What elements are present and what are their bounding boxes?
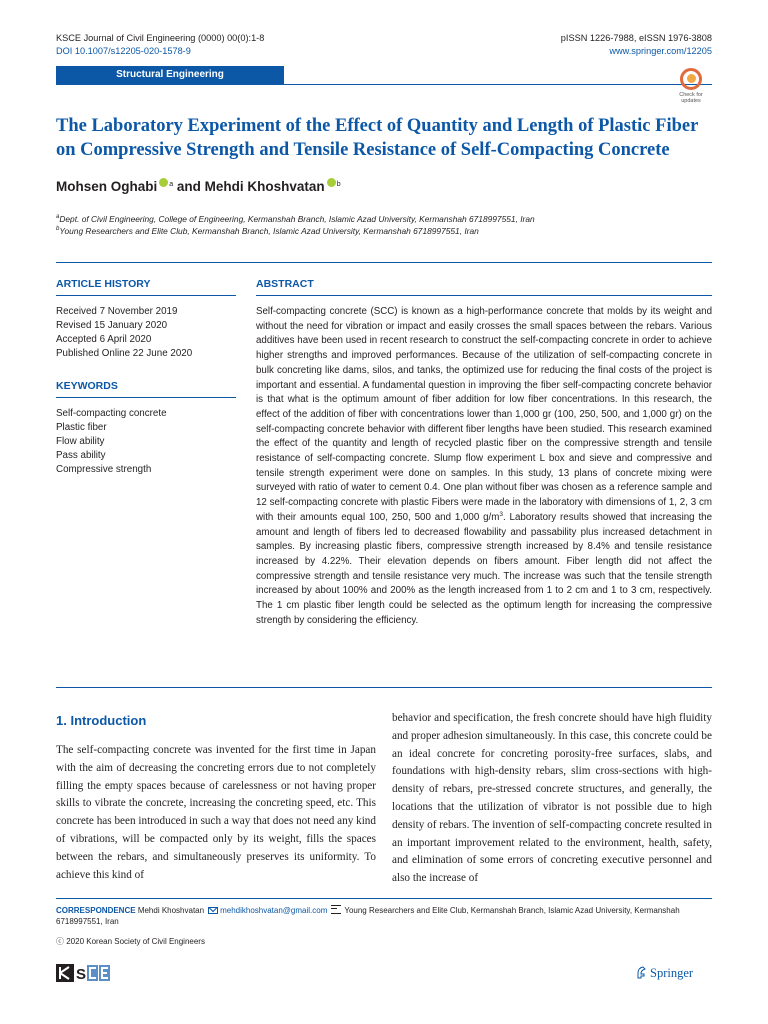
publisher-name: Springer [650, 966, 694, 980]
mail-icon [208, 907, 218, 914]
keyword-item: Pass ability [56, 450, 106, 461]
affil-mark: b [56, 226, 60, 232]
author-name[interactable]: Mohsen Oghabi [56, 179, 158, 194]
divider [56, 397, 236, 398]
orcid-icon[interactable] [327, 178, 336, 187]
history-item: Received 7 November 2019 [56, 306, 178, 317]
abstract-divider [56, 687, 712, 688]
journal-website-link[interactable]: www.springer.com/12205 [609, 46, 712, 56]
article-history-heading: ARTICLE HISTORY [56, 278, 151, 290]
issn: pISSN 1226-7988, eISSN 1976-3808 [560, 33, 712, 43]
check-updates-text-2: updates [681, 98, 701, 104]
copyright: ⓒ 2020 Korean Society of Civil Engineers [56, 937, 205, 946]
journal-header [56, 32, 264, 58]
body-text-right-column: behavior and specification, the fresh concrete should have high fluidity and proper adhesion simultaneously. In this case, this concrete could be an ideal concrete for concreting porosity-free surfaces, slabs, and foundations with high-density rebars, slim cross-sections with high-density of rebars, pre-stressed concrete structures, and generally, the locations that the utilization of vibrator is not possible due to high density of rebars. The invention of self-compacting concrete resulted in an important improvement related to the environment, health, safety, and elimination of some errors of concreting executive personnel and also the increase of [392, 712, 712, 885]
correspondence-name: Mehdi Khoshvatan [137, 906, 205, 915]
section-heading-introduction: 1. Introduction [56, 713, 147, 728]
email-link[interactable]: mehdikhoshvatan@gmail.com [220, 906, 328, 915]
author-separator: and [173, 179, 205, 194]
affil-text: Young Researchers and Elite Club, Kermanshah Branch, Islamic Azad University, Kermanshah 6718997551, Iran [59, 226, 479, 236]
author-affil-mark: a [169, 181, 174, 188]
author-affil-mark: b [336, 181, 341, 188]
article-history-list [56, 305, 192, 361]
title-line-1: The Laboratory Experiment of the Effect of Quantity and Length of Plastic Fiber [56, 116, 699, 136]
abstract-text: Self-compacting concrete (SCC) is known as a high-performance concrete that molds by its weight and without the need for vibration or impact and easily crosses the small spaces between the rebars. Various additives have been used in recent research to construct the self-compacting concrete in order to achieve higher strengths and improved performances. Because of the utilization of self-compacting concrete in bulk concreting like dams, silos, and tanks, the optimized use for reducing the final costs of the project is important and essential. A fundamental question in improving the fiber self-compacting concrete behavior is that what is the optimum amount of fiber addition for low fiber concentrations. In this research, the effect of the addition of fiber with concentrations lower than 1,000 gr (100, 250, 500, and 1,000 gr) on the self-compacting concrete behavior with different fiber lengths have been studied. This research examined the effect of the quantity and length of recycled plastic fiber on the compressive strength and tensile resistance of self-compacting concrete. Slump flow experiment L box and sieve and compressive and tensile strength experiment were done on samples. In this study, 13 plans of concrete mixing were surveyed with ratio of water to cement 0.4. One plan without fiber was chosen as a reference sample and 12 self-compacting concrete with plastic Fibers were made in the laboratory with dimensions of 1, 2, 3 cm with their amounts equal 100, 250, 500 and 1,000 $g/m^3$. Laboratory results showed that increasing the amount and length of fibers led to decreased flowability and passability plus increased detachment in samples. By increasing plastic fibers, compressive strength increased by 8.4% and tensile resistance increased by 4.22%. Their elevation depends on fibers amount. Fiber length did not affect the compressive strength and tensile resistance very much. The increase was such that the tensile strength increased by about 100% and 200% as the length increased from 1 to 2 cm and 1 to 3 cm, respectively. The 1 cm plastic fiber length could be selected as the optimum length for increasing the compressive strength by considering the efficiency. [256, 306, 713, 626]
correspondence-label: CORRESPONDENCE [56, 906, 136, 915]
keyword-item: Self-compacting concrete [56, 408, 167, 419]
abstract-heading: ABSTRACT [256, 278, 314, 290]
affil-mark: a [56, 214, 60, 220]
issn-header [561, 32, 712, 58]
svg-text:S: S [76, 966, 87, 982]
affil-text: Dept. of Civil Engineering, College of Engineering, Kermanshah Branch, Islamic Azad University, Kermanshah 6718997551, Iran [59, 214, 535, 224]
keywords-list [56, 407, 167, 477]
correspondence [56, 905, 712, 927]
header-divider [56, 262, 712, 263]
author-name[interactable]: Mehdi Khoshvatan [204, 179, 325, 194]
keyword-item: Compressive strength [56, 464, 152, 475]
history-item: Revised 15 January 2020 [56, 320, 168, 331]
author-list [56, 178, 341, 194]
history-item: Accepted 6 April 2020 [56, 334, 152, 345]
ksce-logo [56, 964, 112, 982]
correspondence-address: Young Researchers and Elite Club, Kermanshah Branch, Islamic Azad University, Kermanshah 6718997551, Iran [56, 906, 680, 926]
address-icon [331, 905, 341, 914]
title-line-2: on Compressive Strength and Tensile Resistance of Self-Compacting Concrete [56, 140, 670, 160]
article-title [56, 114, 706, 162]
keyword-item: Plastic fiber [56, 422, 107, 433]
doi-link[interactable]: DOI 10.1007/s12205-020-1578-9 [56, 46, 191, 56]
body-text-left-column: The self-compacting concrete was invented for the first time in Japan with the aim of decreasing the concreting errors due to not completely filling the empty spaces because of carelessness or not having proper skills to vibrate the concrete, increasing the concreting speed, etc. This concrete has been introduced in such a way that does not need any kind of vibrations, will be compacted only by its weight, fills the spaces between the rebars, and simultaneously preserves its uniformity. To achieve this kind of [56, 744, 376, 881]
orcid-icon[interactable] [159, 178, 168, 187]
affiliation-b [56, 223, 479, 237]
history-item: Published Online 22 June 2020 [56, 348, 193, 359]
superscript: 3 [499, 510, 503, 518]
section-bar [56, 66, 712, 85]
divider [56, 295, 236, 296]
journal-citation: KSCE Journal of Civil Engineering (0000) 00(0):1-8 [56, 33, 265, 43]
section-label: Structural Engineering [56, 66, 284, 84]
check-updates-icon [680, 68, 702, 90]
springer-horse-icon [636, 966, 647, 979]
springer-logo [636, 966, 693, 981]
check-updates-text-1: Check for [679, 92, 703, 98]
divider [256, 295, 712, 296]
keywords-heading: KEYWORDS [56, 380, 118, 392]
keyword-item: Flow ability [56, 436, 105, 447]
check-for-updates-badge[interactable] [670, 68, 712, 108]
footer-divider [56, 898, 712, 899]
